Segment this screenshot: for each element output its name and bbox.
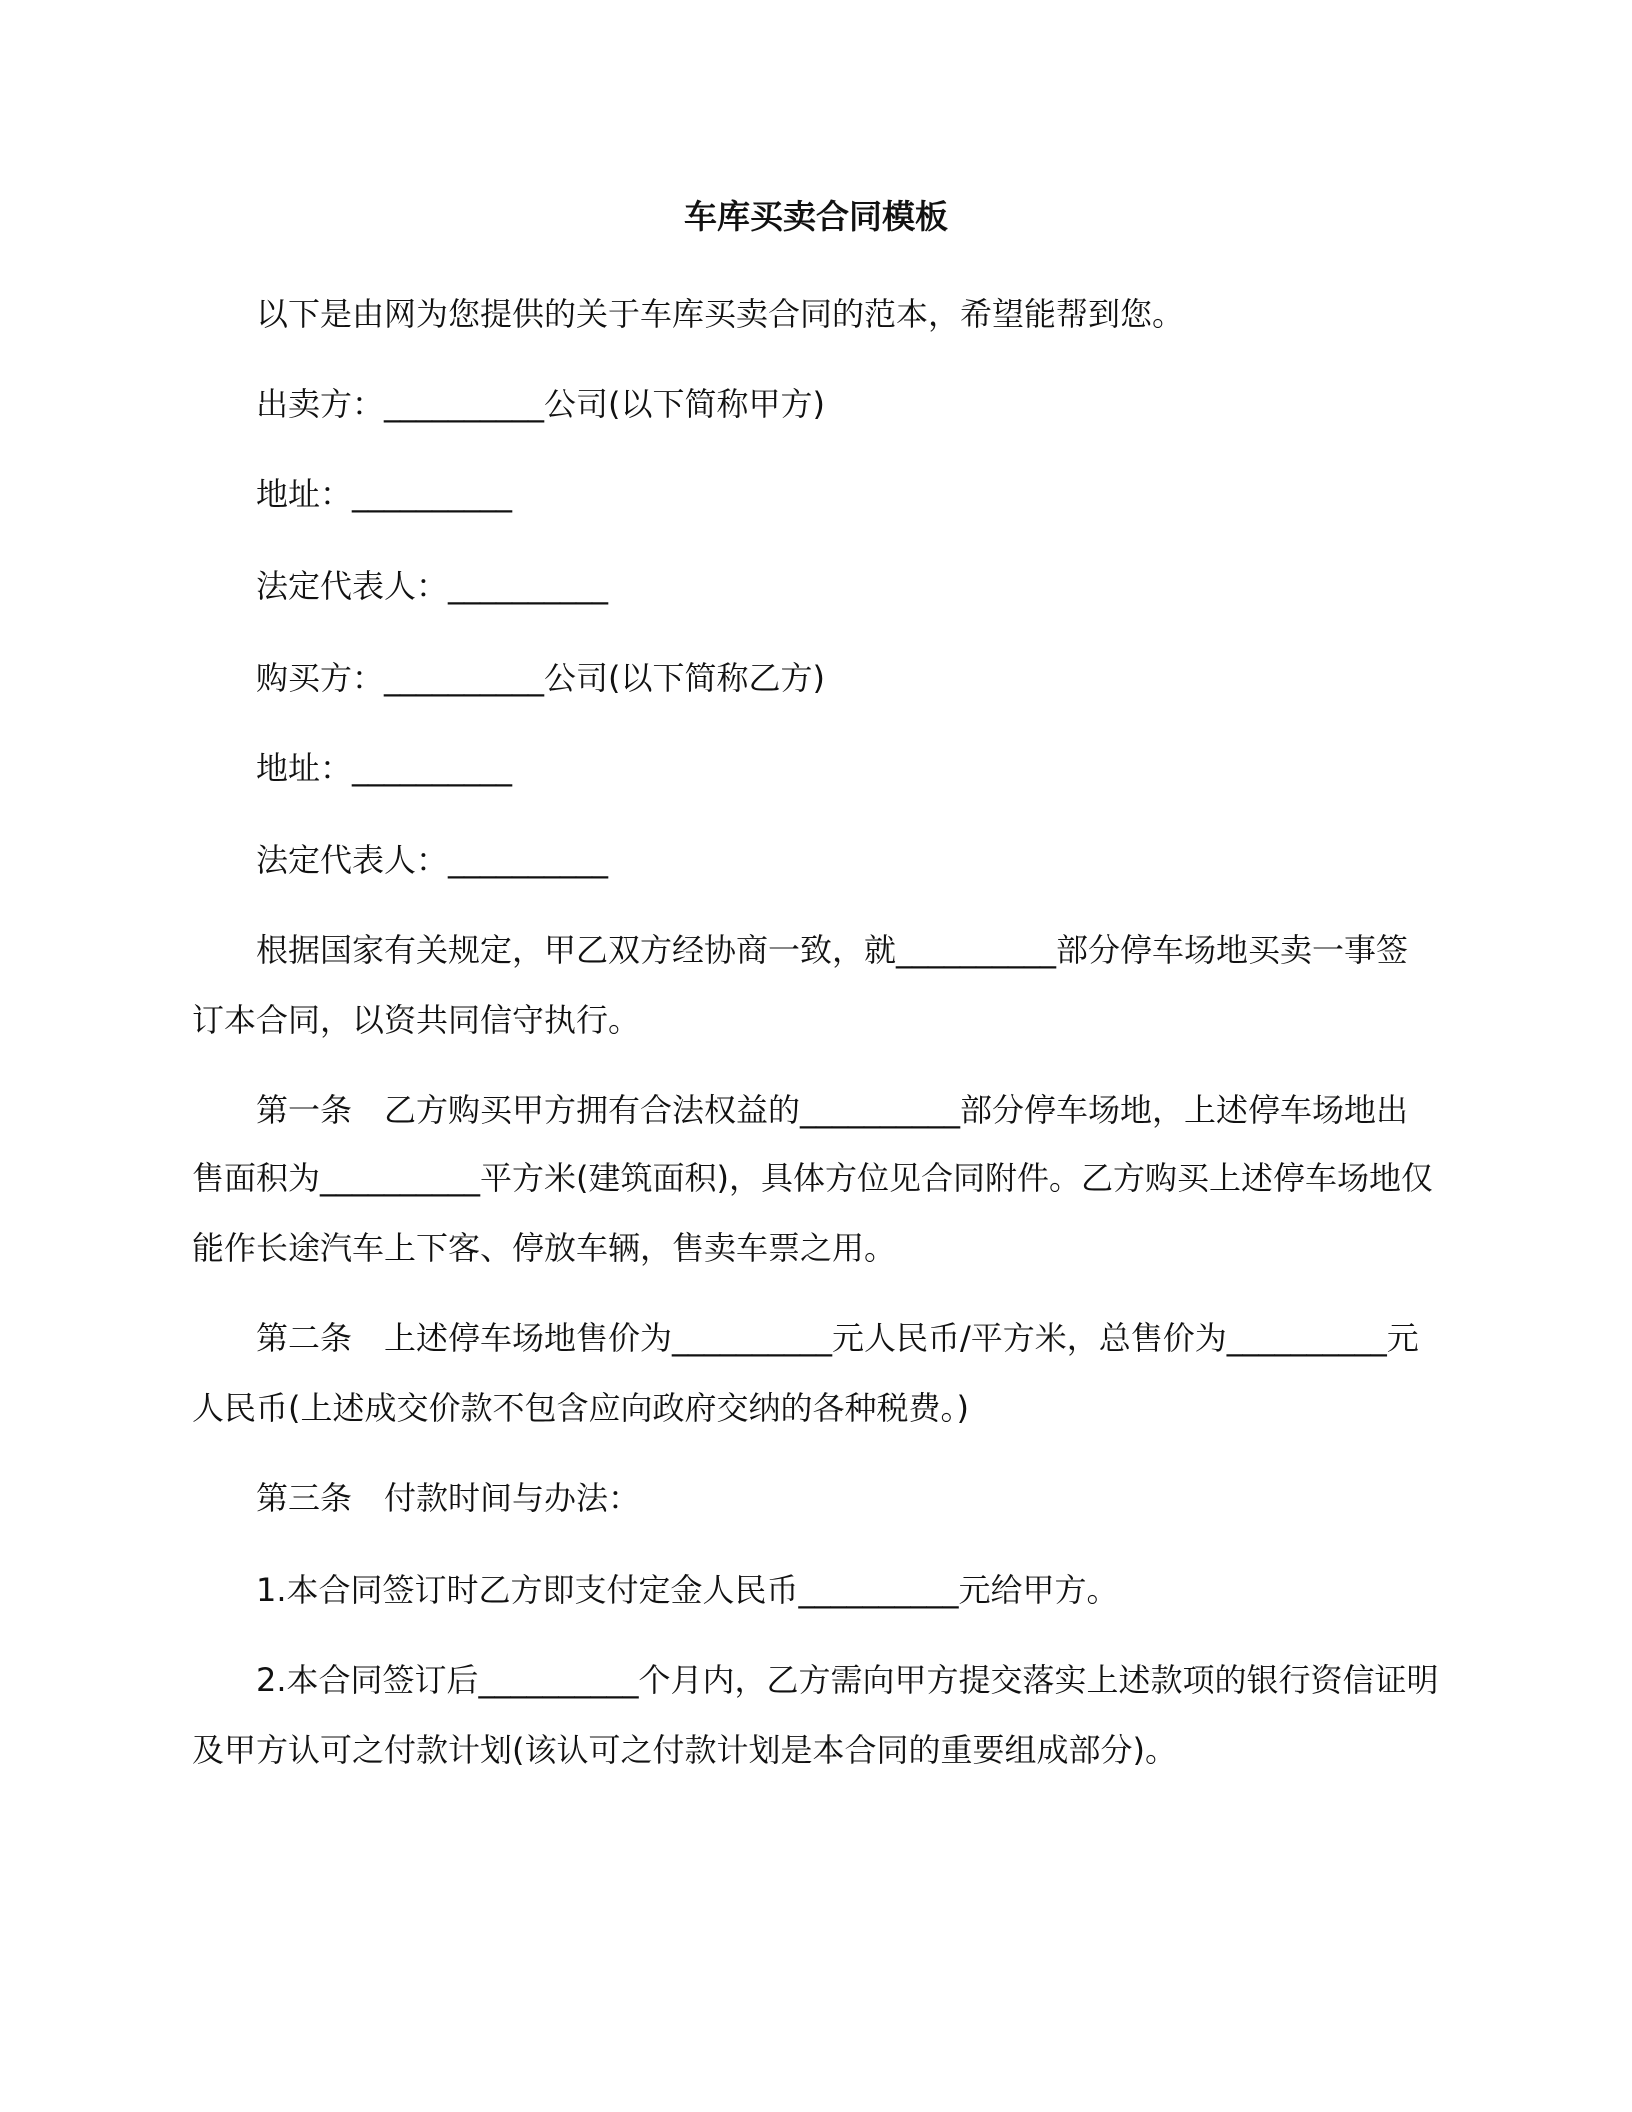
buyer-representative-line: 法定代表人：__________: [256, 841, 609, 879]
article-2-line-2: 人民币(上述成交价款不包含应向政府交纳的各种税费。): [192, 1389, 969, 1427]
article-2-line-1: 第二条 上述停车场地售价为__________元人民币/平方米，总售价为__________元: [256, 1319, 1419, 1357]
preamble-line-2: 订本合同，以资共同信守执行。: [192, 1001, 641, 1039]
payment-item-2-line-2: 及甲方认可之付款计划(该认可之付款计划是本合同的重要组成部分)。: [192, 1731, 1177, 1769]
payment-item-1: 1.本合同签订时乙方即支付定金人民币__________元给甲方。: [256, 1571, 1119, 1609]
article-1-line-2: 售面积为__________平方米(建筑面积)，具体方位见合同附件。乙方购买上述停车场地仅: [192, 1159, 1433, 1197]
article-1-line-3: 能作长途汽车上下客、停放车辆，售卖车票之用。: [192, 1229, 897, 1267]
document-title: 车库买卖合同模板: [684, 197, 948, 236]
seller-line: 出卖方：__________公司(以下简称甲方): [256, 385, 825, 423]
seller-representative-line: 法定代表人：__________: [256, 567, 609, 605]
article-1-line-1: 第一条 乙方购买甲方拥有合法权益的__________部分停车场地，上述停车场地出: [256, 1091, 1409, 1129]
article-3-heading: 第三条 付款时间与办法：: [256, 1479, 641, 1517]
buyer-address-line: 地址：__________: [256, 749, 513, 787]
intro-paragraph: 以下是由网为您提供的关于车库买卖合同的范本，希望能帮到您。: [256, 295, 1185, 333]
seller-address-line: 地址：__________: [256, 475, 513, 513]
preamble-line-1: 根据国家有关规定，甲乙双方经协商一致，就__________部分停车场地买卖一事签: [256, 931, 1409, 969]
buyer-line: 购买方：__________公司(以下简称乙方): [256, 659, 825, 697]
payment-item-2-line-1: 2.本合同签订后__________个月内，乙方需向甲方提交落实上述款项的银行资信证明: [256, 1661, 1439, 1699]
